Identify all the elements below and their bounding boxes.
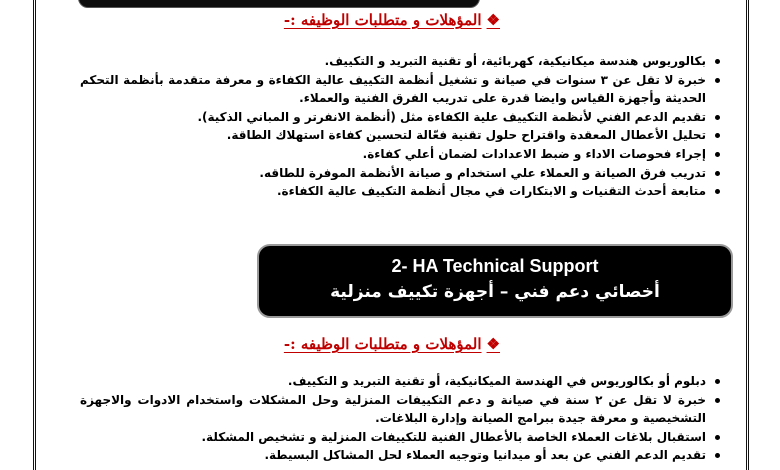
- job-title-arabic: أخصائي دعم فني – أجهزة تكييف منزلية: [330, 282, 660, 302]
- list-item: استقبال بلاغات العملاء الخاصة بالأعطال الفنية للتكييفات المنزلية و تشخيص المشكلة.: [80, 428, 723, 447]
- section-heading-qualifications-2: [284, 335, 500, 353]
- list-item: خبرة لا تقل عن ٣ سنوات في صيانة و تشغيل أنظمة التكييف عالية الكفاءة و معرفة متقدمة بأنظمة التحكم الحديثة وأجهزة القياس وايضا قدرة على تدريب الفرق الفنية والعملاء.: [80, 71, 723, 108]
- list-item: تقديم الدعم الفني عن بعد أو ميدانيا وتوجيه العملاء لحل المشاكل البسيطة.: [80, 446, 723, 465]
- list-item: دبلوم أو بكالوريوس في الهندسة الميكانيكية، أو تقنية التبريد و التكييف.: [80, 372, 723, 391]
- previous-title-box: [78, 0, 480, 8]
- job-title-box: [257, 244, 733, 318]
- job-title-english: 2- HA Technical Support: [391, 256, 599, 276]
- section-heading-text: المؤهلات و متطلبات الوظيفه :-: [283, 11, 482, 29]
- qualifications-list-1: [80, 52, 723, 201]
- diamond-bullet-icon: ❖: [486, 335, 500, 353]
- list-item: متابعة أحدث التقنيات و الابتكارات في مجال أنظمة التكييف عالية الكفاءة.: [80, 182, 723, 201]
- list-item: بكالوريوس هندسة ميكانيكية، كهربائية، أو تقنية التبريد و التكييف.: [80, 52, 723, 71]
- section-heading-qualifications-1: [284, 11, 500, 29]
- list-item: تقديم الدعم الفني لأنظمة التكييف علية الكفاءة مثل (أنظمة الانفرتر و المباني الذكية).: [80, 108, 723, 127]
- section-heading-text: المؤهلات و متطلبات الوظيفه :-: [283, 335, 482, 353]
- qualifications-list-2: [80, 372, 723, 465]
- list-item: تدريب فرق الصيانة و العملاء علي استخدام و صيانة الأنظمة الموفرة للطاقه.: [80, 164, 723, 183]
- diamond-bullet-icon: ❖: [486, 11, 500, 29]
- list-item: تحليل الأعطال المعقدة واقتراح حلول تقنية فعّالة لتحسين كفاءة استهلاك الطاقة.: [80, 126, 723, 145]
- list-item: خبرة لا تقل عن ٢ سنة في صيانة و دعم التكييفات المنزلية وحل المشكلات واستخدام الادوات والاجهزة التشخيصية و معرفة جيدة ببرامج الصيانة وإدارة البلاغات.: [80, 391, 723, 428]
- list-item: إجراء فحوصات الاداء و ضبط الاعدادات لضمان أعلي كفاءة.: [80, 145, 723, 164]
